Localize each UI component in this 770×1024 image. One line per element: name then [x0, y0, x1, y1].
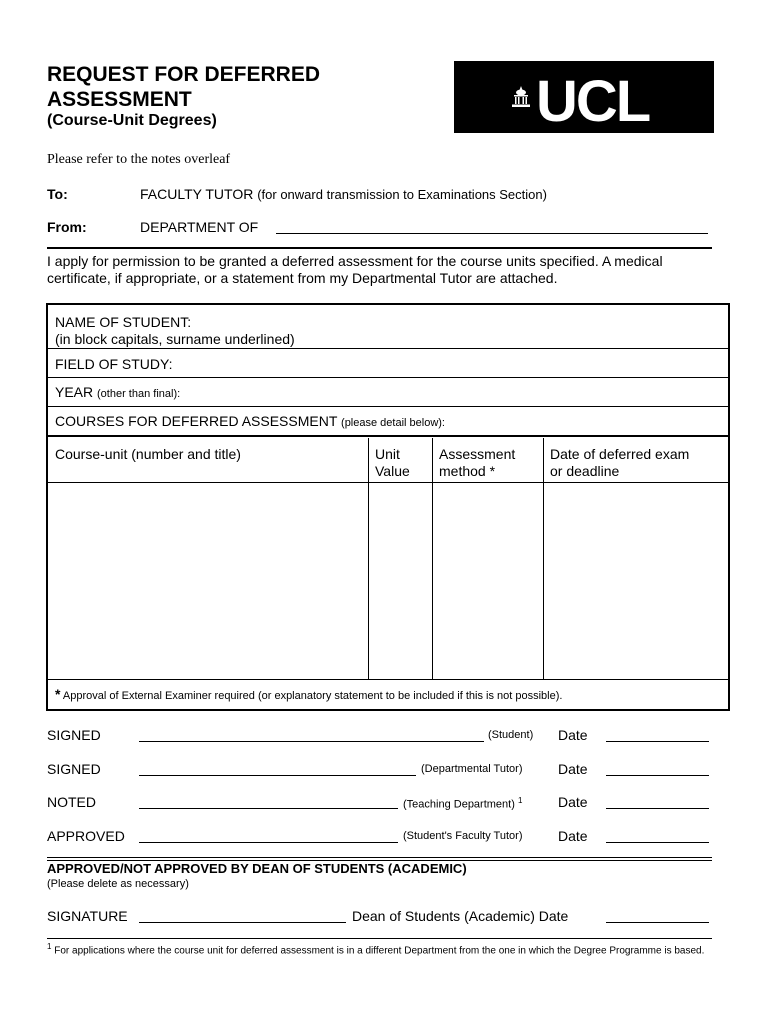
approved-date-line[interactable]: [606, 842, 709, 843]
col-assessment-method: [439, 446, 515, 480]
noted-role: [403, 796, 522, 811]
refer-note: Please refer to the notes overleaf: [47, 152, 231, 167]
col-deferred-line1: Date of deferred exam: [550, 446, 690, 462]
dean-rule-top: [47, 857, 712, 858]
field-label: FIELD OF STUDY:: [55, 356, 173, 372]
portico-icon: [511, 86, 531, 108]
footnote-star-text: Approval of External Examiner required (or explanatory statement to be included if this is not possible).: [62, 690, 563, 702]
form-subtitle: (Course-Unit Degrees): [47, 112, 217, 129]
noted-role-text: (Teaching Department): [403, 798, 515, 811]
signed-student-label: SIGNED: [47, 727, 101, 743]
year-line: [55, 384, 180, 400]
signed-tutor-date-line[interactable]: [606, 775, 709, 776]
dean-signature-line[interactable]: [139, 922, 346, 923]
course-entry-area[interactable]: [48, 483, 728, 680]
to-note: (for onward transmission to Examinations Section): [257, 187, 547, 202]
student-details-box: [46, 303, 730, 711]
footnote-text: For applications where the course unit for deferred assessment is in a different Department from the one in which the Degree Programme is based.: [54, 945, 705, 957]
col-unit-value-line2: Value: [375, 463, 410, 479]
signed-student-line[interactable]: [139, 741, 484, 742]
approved-label: APPROVED: [47, 828, 125, 844]
footnote-star: *: [55, 686, 61, 702]
from-label: From:: [47, 219, 87, 235]
to-line: [140, 186, 547, 202]
signed-student-date-line[interactable]: [606, 741, 709, 742]
col-unit-value-line1: Unit: [375, 446, 400, 462]
approved-line[interactable]: [139, 842, 398, 843]
noted-date-label: Date: [558, 794, 588, 810]
name-note: (in block capitals, surname underlined): [55, 331, 295, 347]
footnote: [47, 939, 712, 958]
divider: [47, 247, 712, 249]
approval-footnote: [55, 686, 562, 702]
courses-line: [55, 413, 445, 429]
col-unit-value: [375, 446, 410, 480]
approved-date-label: Date: [558, 828, 588, 844]
signed-student-role: (Student): [488, 729, 534, 741]
year-label: YEAR: [55, 384, 94, 400]
col-assessment-line2: method *: [439, 463, 496, 479]
signed-tutor-date-label: Date: [558, 761, 588, 777]
dean-date-line[interactable]: [606, 922, 709, 923]
course-table-header: [48, 438, 728, 483]
to-label: To:: [47, 186, 68, 202]
to-value: FACULTY TUTOR: [140, 186, 254, 202]
form-title-line1: REQUEST FOR DEFERRED: [47, 63, 321, 86]
logo-text: UCL: [536, 69, 650, 134]
col-course-unit: Course-unit (number and title): [55, 446, 241, 462]
signed-tutor-role: (Departmental Tutor): [421, 763, 523, 775]
signed-tutor-line[interactable]: [139, 775, 416, 776]
col-deferred-line2: or deadline: [550, 463, 620, 479]
ucl-logo: [454, 61, 714, 133]
noted-footnote-ref: 1: [517, 796, 523, 805]
name-row[interactable]: [48, 305, 728, 349]
noted-line[interactable]: [139, 808, 398, 809]
dean-date-label: Dean of Students (Academic) Date: [352, 908, 569, 924]
dean-note: (Please delete as necessary): [47, 878, 189, 890]
col-deferred-date: [550, 446, 689, 480]
from-value: DEPARTMENT OF: [140, 219, 259, 235]
courses-row: [48, 407, 728, 437]
footnote-number: 1: [47, 942, 52, 951]
noted-date-line[interactable]: [606, 808, 709, 809]
dean-signature-label: SIGNATURE: [47, 908, 128, 924]
signed-tutor-label: SIGNED: [47, 761, 101, 777]
approved-role: (Student's Faculty Tutor): [403, 830, 523, 842]
courses-label: COURSES FOR DEFERRED ASSESSMENT: [55, 413, 338, 429]
dean-heading: APPROVED/NOT APPROVED BY DEAN OF STUDENTS (ACADEMIC): [47, 861, 467, 876]
noted-label: NOTED: [47, 794, 96, 810]
form-title-line2: ASSESSMENT: [47, 88, 192, 111]
form-title: [47, 62, 320, 112]
courses-note: (please detail below):: [341, 417, 445, 429]
intro-text: I apply for permission to be granted a deferred assessment for the course units specified. A medical certificate, if appropriate, or a statement from my Departmental Tutor are attached.: [47, 253, 663, 286]
name-label: NAME OF STUDENT:: [55, 314, 192, 330]
signed-student-date-label: Date: [558, 727, 588, 743]
year-row[interactable]: [48, 378, 728, 407]
field-of-study-row[interactable]: [48, 349, 728, 378]
col-assessment-line1: Assessment: [439, 446, 516, 462]
department-input-line[interactable]: [276, 233, 708, 234]
year-note: (other than final):: [97, 388, 181, 400]
